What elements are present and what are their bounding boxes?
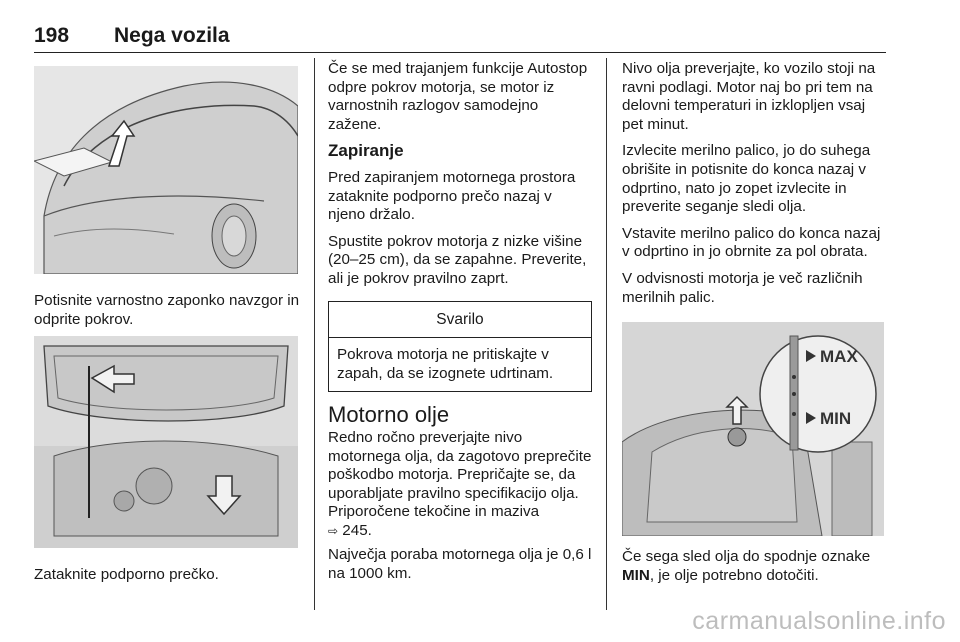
paragraph-level-conditions: Nivo olja preverjajte, ko vozilo stoji na ravni podlagi. Motor naj bo pri tem na delovni temperaturi in izklopljen vsaj pet minut.	[622, 60, 876, 133]
column-divider	[606, 58, 607, 610]
heading-motorno-olje: Motorno olje	[328, 402, 450, 428]
paragraph-closing-2: Spustite pokrov motorja z nizke višine (20–25 cm), da se zapahne. Preverite, ali je pokrov pravilno zaprt.	[328, 232, 587, 287]
paragraph-dipstick-reinsert: Vstavite merilno palico do konca nazaj v odprtino in jo obrnite za pol obrata.	[622, 224, 881, 261]
reference-text: Priporočene tekočine in maziva	[328, 503, 540, 521]
column-3-bottom	[622, 548, 888, 593]
min-text-before: Če sega sled olja do spodnje oznake	[622, 548, 871, 565]
reference-page: 245.	[342, 521, 372, 539]
warning-title: Svarilo	[329, 302, 591, 339]
caption-1-block	[34, 292, 302, 337]
paragraph-dipstick-procedure: Izvlecite merilno palico, jo do suhega obrišite in potisnite do konca nazaj v odprtino, nato jo zopet izvlecite in preverite seganje sledi olja.	[622, 142, 871, 216]
paragraph-min-mark	[622, 548, 888, 585]
page-header	[34, 22, 886, 53]
min-text-bold: MIN	[622, 566, 650, 584]
min-text-after: , je olje potrebno dotočiti.	[649, 566, 819, 584]
paragraph-consumption: Največja poraba motornega olja je 0,6 l na 1000 km.	[328, 546, 592, 583]
paragraph-closing-1: Pred zapiranjem motornega prostora zataknite podporno prečo nazaj v njeno držalo.	[328, 168, 576, 224]
column-divider	[314, 58, 315, 610]
heading-zapiranje: Zapiranje	[328, 141, 404, 161]
dipstick-illustration	[622, 322, 884, 536]
paragraph-oil-check	[328, 429, 592, 541]
paragraph-autostop: Če se med trajanjem funkcije Autostop odpre pokrov motorja, se motor iz varnostnih razlogov samodejno zažene.	[328, 60, 588, 133]
warning-box	[328, 301, 592, 393]
caption-1: Potisnite varnostno zaponko navzgor in odprite pokrov.	[34, 292, 300, 328]
column-3	[622, 60, 888, 315]
dipstick-max-label: MAX	[820, 347, 858, 366]
paragraph-dipstick-variants: V odvisnosti motorja je več različnih merilnih palic.	[622, 269, 863, 306]
page-reference-icon: ⇨	[328, 523, 339, 538]
page-number: 198	[34, 24, 70, 47]
hood-release-illustration	[34, 66, 298, 274]
watermark: carmanualsonline.info	[692, 607, 946, 635]
page-title: Nega vozila	[114, 24, 230, 47]
caption-2: Zataknite podporno prečko.	[34, 566, 219, 583]
dipstick-min-label: MIN	[820, 409, 852, 428]
column-2	[328, 60, 592, 592]
caption-2-block	[34, 566, 302, 593]
oil-check-text: Redno ročno preverjajte nivo motornega olja, da zagotovo preprečite poškodbo motorja. Prepričajte se, da uporabljate pravilno specifikacijo olja.	[328, 428, 592, 502]
hood-prop-illustration	[34, 336, 298, 548]
warning-text: Pokrova motorja ne pritiskajte v zapah, da se izognete udrtinam.	[337, 346, 554, 382]
